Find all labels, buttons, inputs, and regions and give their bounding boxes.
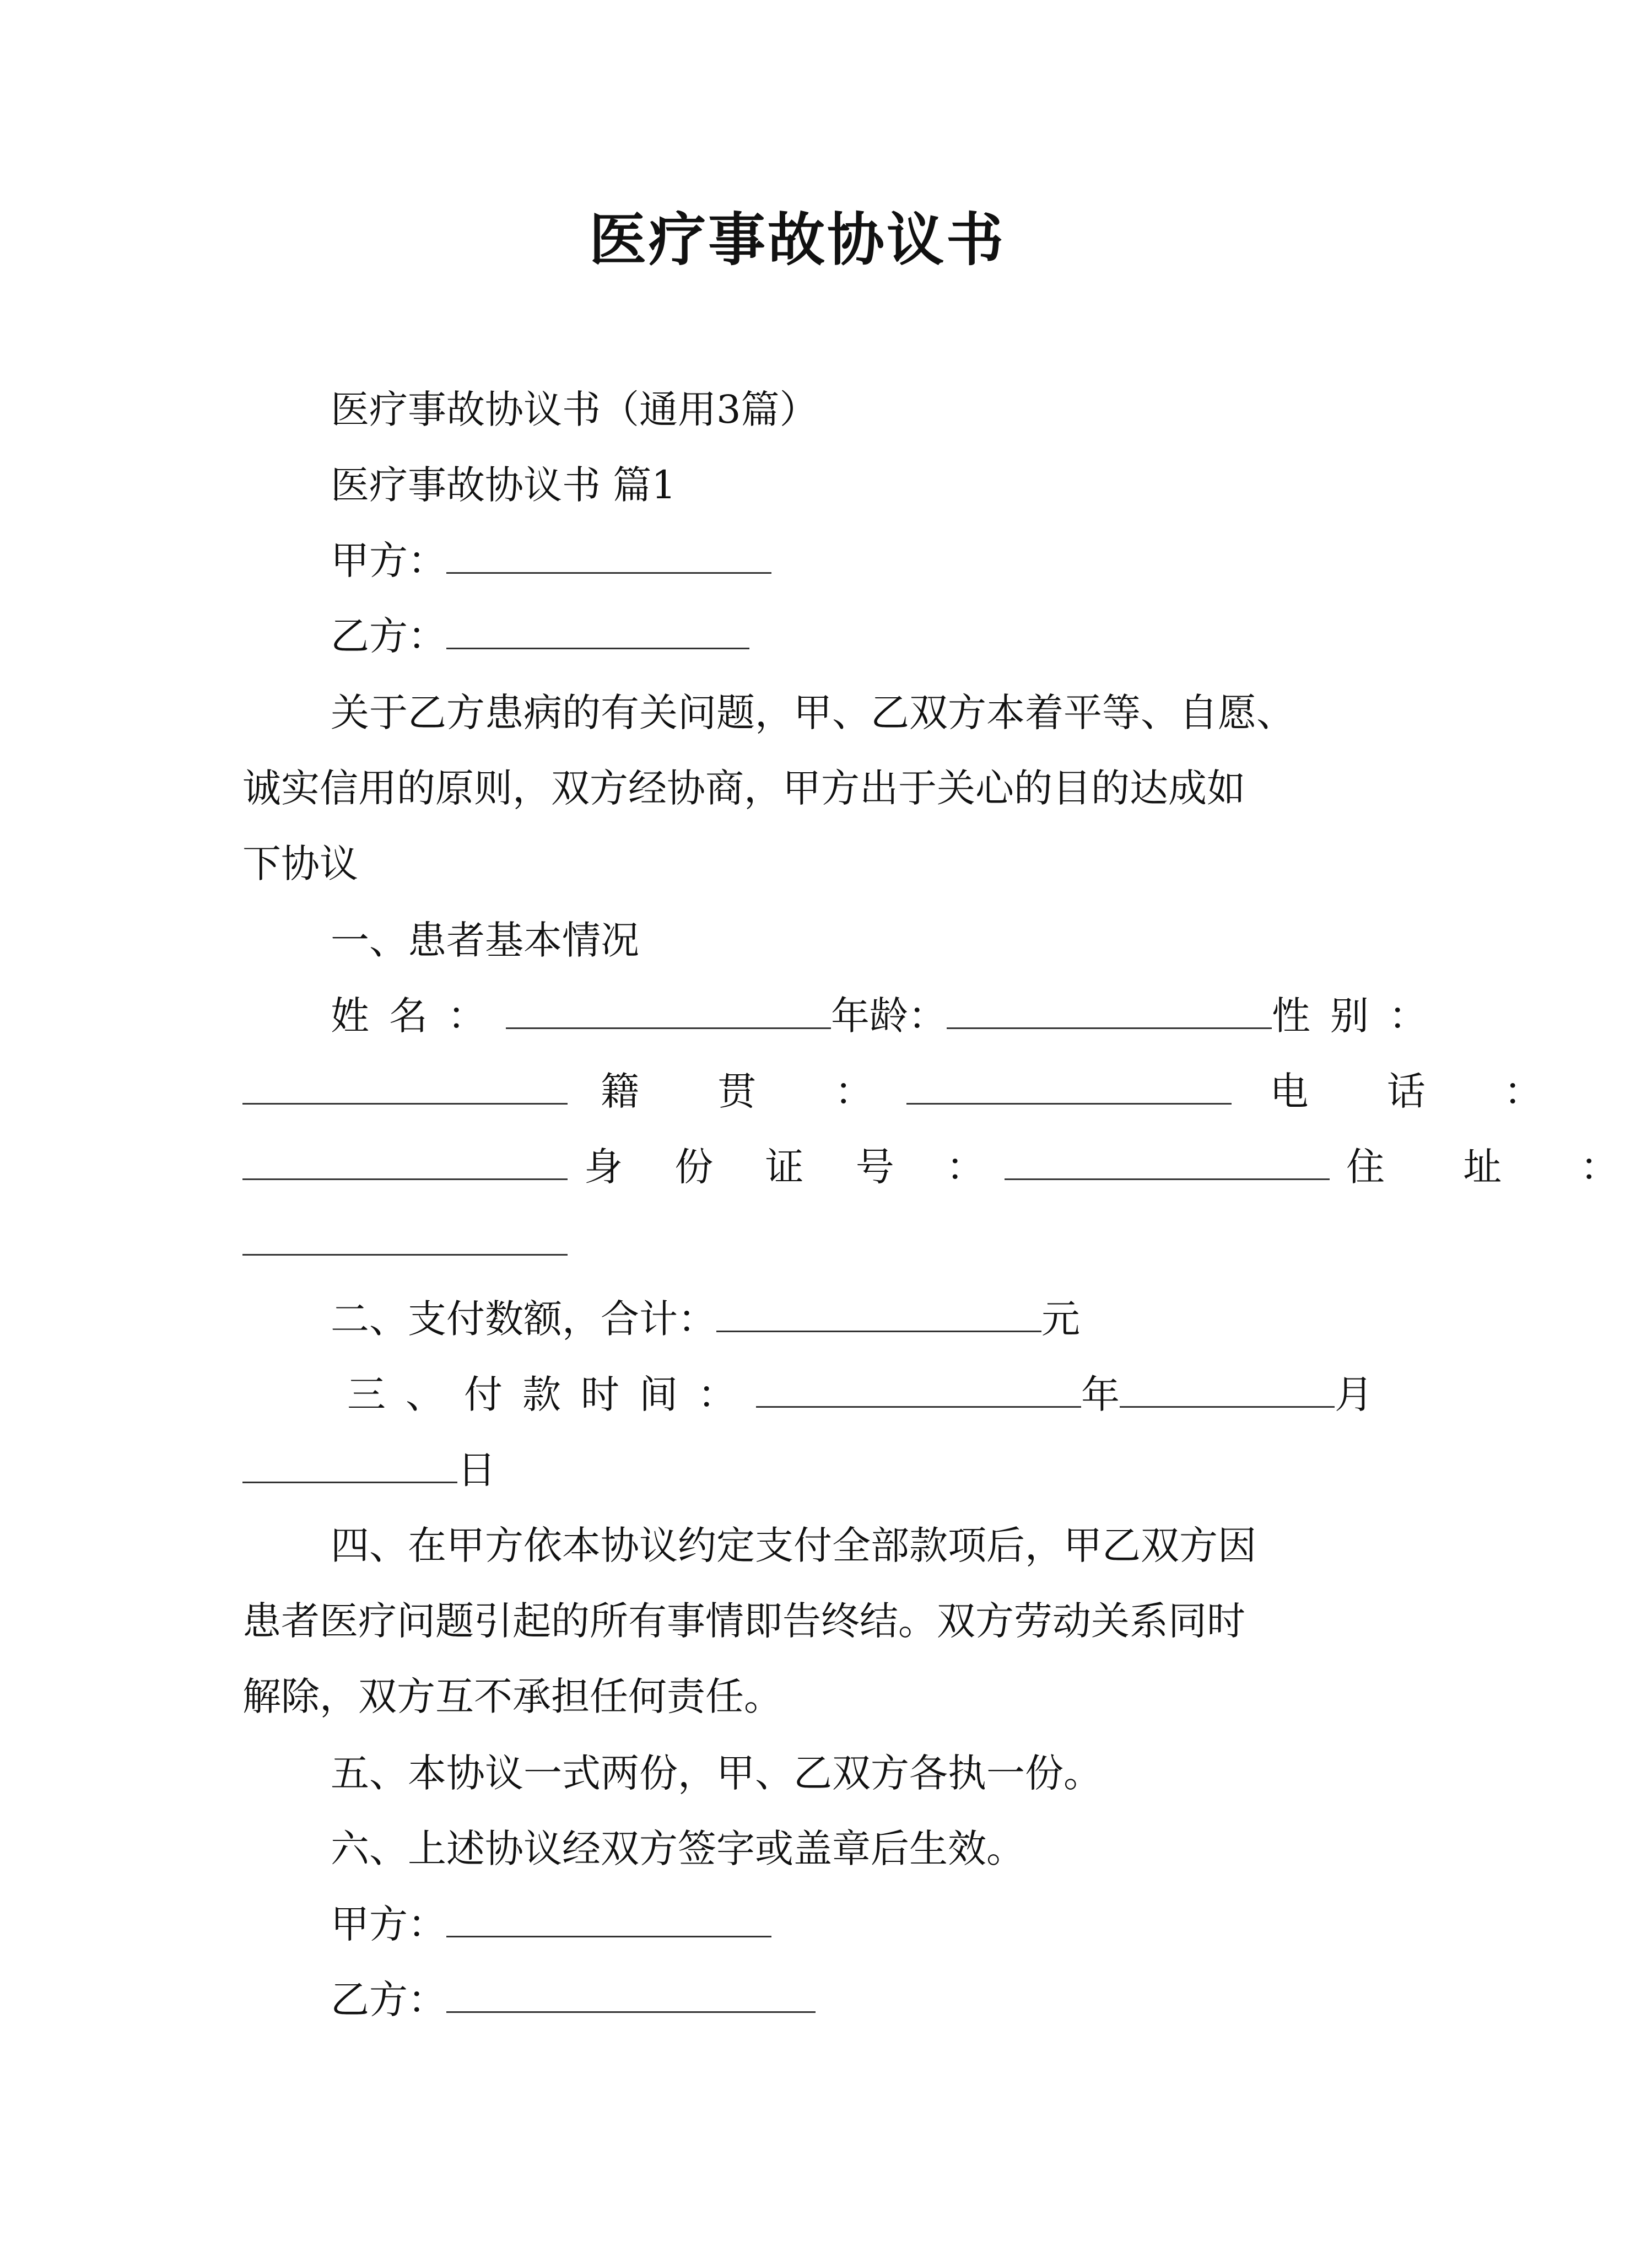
- party-a-line: [331, 533, 771, 588]
- party-a-label: 甲方：: [331, 538, 446, 583]
- section3-line: [347, 1367, 1373, 1422]
- gender-label: 性别：: [1272, 993, 1447, 1038]
- sign-party-a-line: [331, 1897, 771, 1952]
- amount-blank[interactable]: [716, 1292, 1041, 1332]
- patient-info-row-3: [242, 1139, 1652, 1194]
- section5: 五、本协议一式两份，甲、乙双方各执一份。: [331, 1751, 1102, 1796]
- document-subtitle: 医疗事故协议书（通用3篇）: [331, 387, 818, 432]
- sign-party-b-label: 乙方：: [331, 1977, 446, 2022]
- section4-line-3: 解除，双方互不承担任何责任。: [242, 1674, 782, 1719]
- address-blank[interactable]: [242, 1215, 568, 1256]
- sign-party-b-blank[interactable]: [446, 1973, 816, 2013]
- gender-blank[interactable]: [242, 1064, 568, 1105]
- section4-line-2: 患者医疗问题引起的所有事情即告终结。双方劳动关系同时: [242, 1598, 1245, 1644]
- intro-line-3: 下协议: [242, 841, 358, 886]
- intro-line-1: 关于乙方患病的有关问题，甲、乙双方本着平等、自愿、: [331, 690, 1295, 735]
- phone-label: 电 话 ：: [1270, 1069, 1576, 1114]
- intro-line-2: 诚实信用的原则，双方经协商，甲方出于关心的目的达成如: [242, 766, 1245, 811]
- document-title: 医疗事故协议书: [589, 206, 1006, 273]
- patient-info-row-2: [242, 1064, 1575, 1119]
- section2-unit: 元: [1041, 1296, 1080, 1342]
- sign-party-a-label: 甲方：: [331, 1902, 446, 1947]
- section4-line-1: 四、在甲方依本协议约定支付全部款项后，甲乙双方因: [331, 1523, 1256, 1568]
- age-blank[interactable]: [947, 989, 1272, 1029]
- name-blank[interactable]: [506, 989, 831, 1029]
- id-label: 身 份 证 号 ：: [584, 1144, 1005, 1189]
- phone-blank[interactable]: [242, 1140, 568, 1180]
- month-label: 月: [1335, 1372, 1373, 1417]
- patient-info-row-4: [242, 1215, 568, 1270]
- party-b-blank[interactable]: [446, 609, 749, 649]
- section1-heading: 一、患者基本情况: [331, 918, 639, 963]
- party-b-line: [331, 609, 749, 664]
- year-blank[interactable]: [756, 1367, 1081, 1408]
- party-a-blank[interactable]: [446, 534, 771, 574]
- party-b-label: 乙方：: [331, 613, 446, 659]
- native-place-label: 籍 贯 ：: [601, 1069, 906, 1114]
- address-label: 住 址 ：: [1346, 1144, 1652, 1189]
- patient-info-row-1: [331, 988, 1447, 1043]
- section3-line-2: [242, 1442, 496, 1498]
- day-blank[interactable]: [242, 1443, 457, 1483]
- section2-line: [331, 1291, 1080, 1347]
- section2-label: 二、支付数额，合计：: [331, 1296, 716, 1342]
- article-heading: 医疗事故协议书 篇1: [331, 462, 676, 508]
- sign-party-b-line: [331, 1972, 816, 2027]
- section3-label: 三、付款时间：: [347, 1372, 756, 1417]
- month-blank[interactable]: [1120, 1367, 1335, 1408]
- id-blank[interactable]: [1005, 1140, 1330, 1180]
- native-place-blank[interactable]: [906, 1064, 1232, 1105]
- year-label: 年: [1081, 1372, 1120, 1417]
- section6: 六、上述协议经双方签字或盖章后生效。: [331, 1826, 1025, 1871]
- name-label: 姓名：: [331, 993, 506, 1038]
- day-label: 日: [457, 1447, 496, 1493]
- sign-party-a-blank[interactable]: [446, 1897, 771, 1937]
- age-label: 年龄：: [831, 993, 947, 1038]
